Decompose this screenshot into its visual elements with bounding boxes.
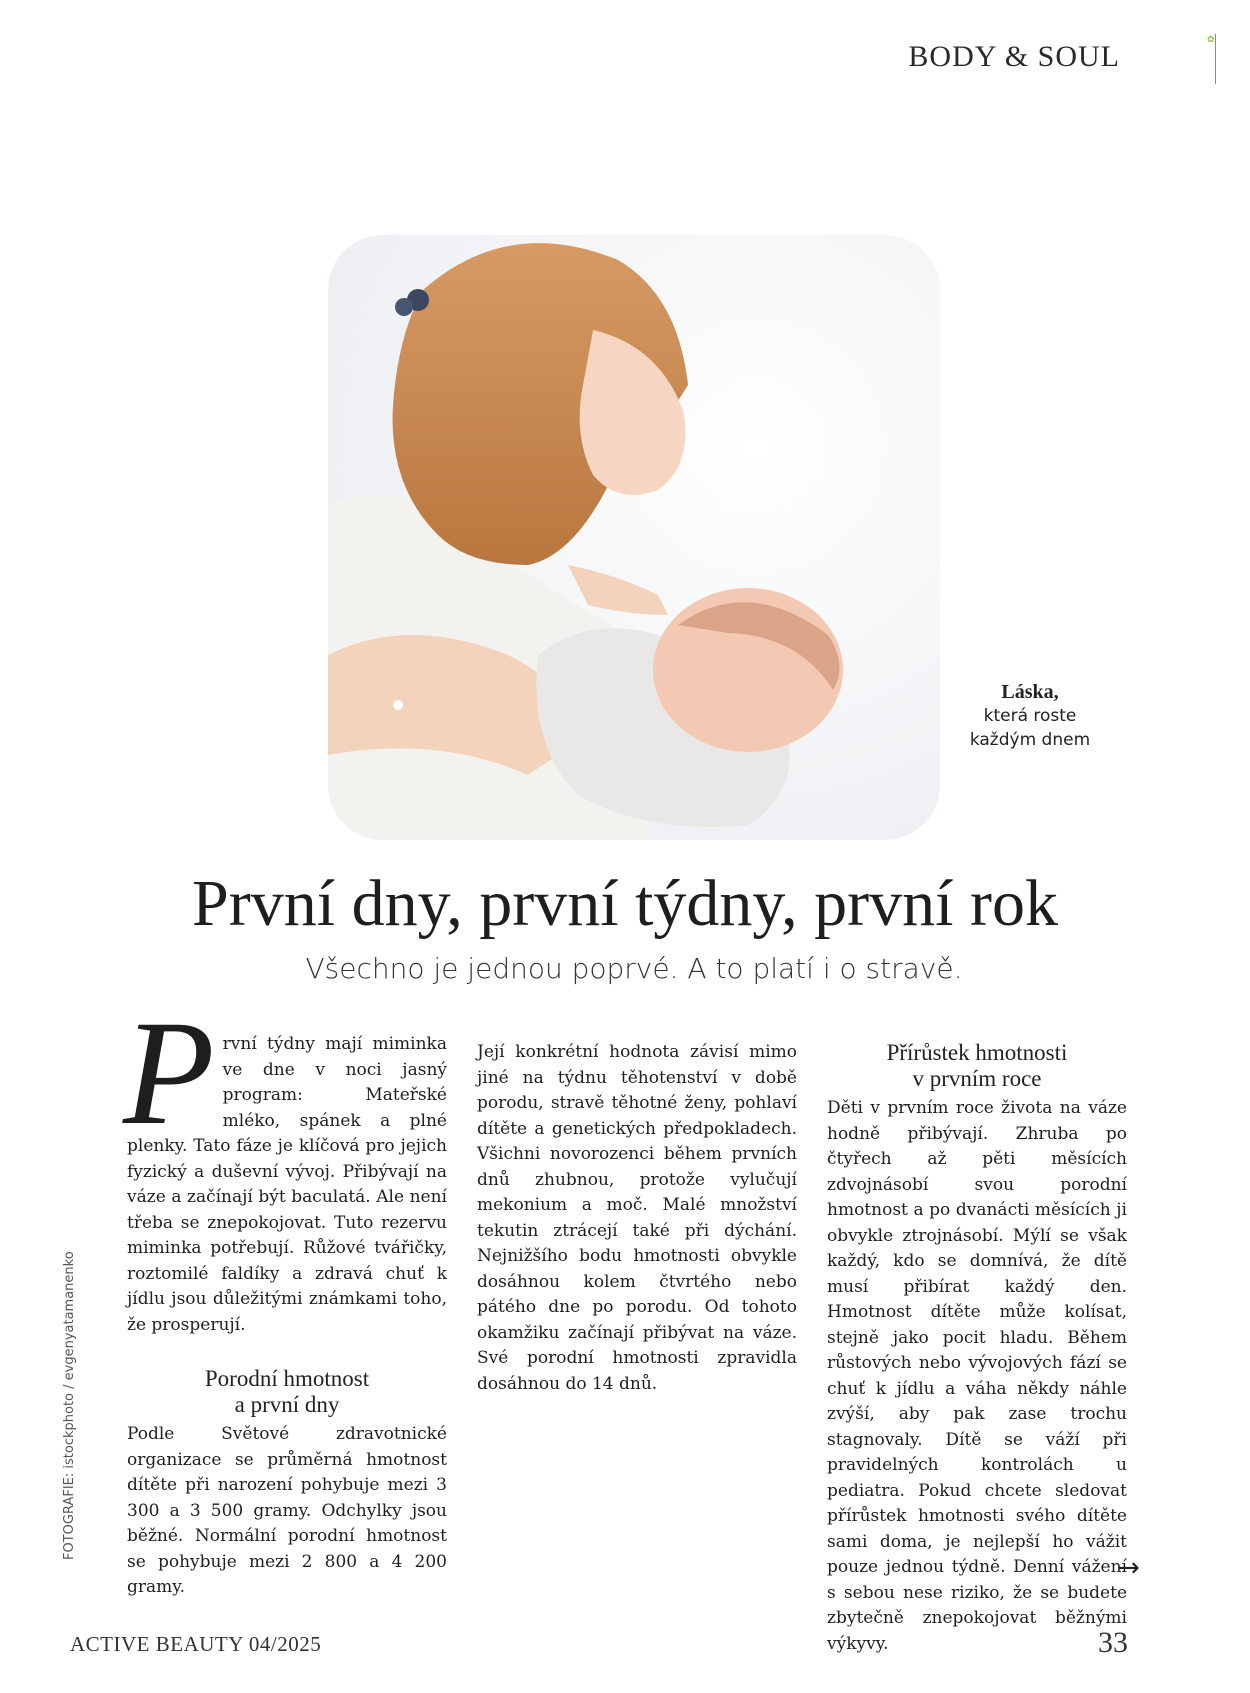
article-title: První dny, první týdny, první rok [192,867,1058,940]
section-heading-line-1: Přírůstek hmotnosti [886,1040,1068,1065]
photo-credit: FOTOGRAFIE: istockphoto / evgenyatamanenko [62,1251,77,1560]
section-heading-birth-weight [127,1366,447,1418]
mother-with-newborn-photo [328,235,940,840]
section-heading-first-year [827,1040,1127,1092]
page-number: 33 [1098,1626,1128,1659]
section-heading-line-2: a první dny [234,1392,340,1417]
drop-cap: P [123,990,215,1156]
section-heading-line-2: v prvním roce [912,1066,1042,1091]
photo-caption [955,680,1105,752]
section-divider [1215,34,1216,84]
magazine-issue: ACTIVE BEAUTY 04/2025 [70,1632,322,1656]
caption-bold: Láska, [1001,681,1059,703]
birth-weight-continued-paragraph: Její konkrétní hodnota závisí mimo jiné na týdnu těhotenství v době porodu, stravě těhotné ženy, pohlaví dítěte a genetických předpokladech. Všichni novorozenci během prvních dnů zhubnou, protože vylučují mekonium a moč. Malé množství tekutin ztrácejí také při dýchání. Nejnižšího bodu hmotnosti obvykle dosáhnou kolem čtvrtého nebo pátého dne po porodu. Od tohoto okamžiku začínají přibývat na váze. Své porodní hmotnosti zpravidla dosáhnou do 14 dnů. [477,1042,797,1394]
birth-weight-paragraph: Podle Světové zdravotnické organizace se průměrná hmotnost dítěte při narození pohybuje mezi 3 300 a 3 500 gramy. Odchylky jsou běžné. Normální porodní hmotnost se pohybuje mezi 2 800 a 4 200 gramy. [127,1424,447,1597]
continue-arrow-icon: → [1118,1553,1140,1583]
caption-line-1: která roste [983,706,1077,726]
column-2 [477,1040,797,1397]
corner-mark-icon: ✿ [1207,34,1215,44]
first-year-paragraph: Děti v prvním roce života na váze hodně přibývají. Zhruba po čtyřech až pěti měsících zdvojnásobí svou porodní hmotnost a po dvanácti měsících ji obvykle ztrojnásobí. Mýlí se však každý, kdo se domnívá, že dítě musí přibírat každý den. Hmotnost dítěte může kolísat, stejně jako pocit hladu. Během růstových nebo vývojových fází se chuť k jídlu a váha někdy náhle zvýší, aby pak zase trochu stagnovaly. Dítě se váží při pravidelných kontrolách u pediatra. Pokud chcete sledovat přírůstek hmotnosti svého dítěte sami doma, je nejlepší ho vážit pouze jednou týdně. Denní vážení s sebou nese riziko, že se budete zbytečně znepokojovat běžnými výkyvy. [827,1098,1127,1654]
intro-paragraph: rvní týdny mají miminka ve dne v noci jasný program: Mateřské mléko, spánek a plné plenky. Tato fáze je klíčová pro jejich fyzický a duševní vývoj. Přibývají na váze a začínají být baculatá. Ale není třeba se znepokojovat. Tuto rezervu miminka potřebují. Růžové tvářičky, roztomilé faldíky a zdravá chuť k jídlu jsou důležitými známkami toho, že prosperují. [127,1034,447,1335]
section-label: BODY & SOUL [908,40,1120,73]
section-heading-line-1: Porodní hmotnost [204,1366,370,1391]
column-1 [123,990,447,1601]
column-3 [827,1040,1127,1657]
article-subtitle: Všechno je jednou poprvé. A to platí i o stravě. [305,952,963,985]
caption-line-2: každým dnem [969,730,1091,750]
